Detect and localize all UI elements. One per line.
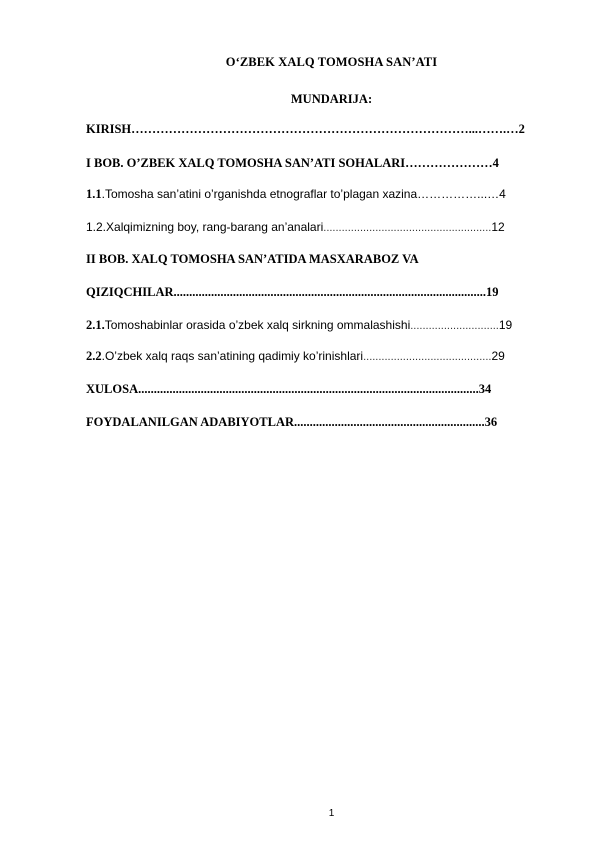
toc-entry-text: I BOB. O’ZBEK XALQ TOMOSHA SAN’ATI SOHALARI…………………4 bbox=[86, 156, 499, 170]
toc-entry-leader: ............................. bbox=[410, 320, 499, 332]
toc-entry-page: 29 bbox=[491, 349, 505, 363]
toc-entry-text: 1.2.Xalqimizning boy, rang-barang an’analari bbox=[86, 220, 324, 234]
toc-entry-2-1[interactable] bbox=[86, 317, 554, 334]
toc-entry-number: 1.1 bbox=[86, 187, 102, 201]
toc-entry-chapter-1[interactable] bbox=[86, 155, 554, 171]
toc-entry-2-2[interactable] bbox=[86, 348, 554, 365]
toc-entry-chapter-2-line1[interactable] bbox=[86, 251, 554, 267]
toc-entry-text: .Tomosha san’atini o’rganishda etnograflar to’plagan xazina……………...…4 bbox=[101, 187, 506, 201]
toc-entry-chapter-2-line2[interactable] bbox=[86, 284, 554, 300]
toc-entry-leader: ....................................................... bbox=[323, 222, 492, 234]
page-number: 1 bbox=[328, 808, 335, 819]
toc-entry-text: .O’zbek xalq raqs san’atining qadimiy ko’rinishlari bbox=[101, 349, 364, 363]
toc-entry-number: 2.2 bbox=[86, 349, 102, 363]
toc-entry-1-2[interactable] bbox=[86, 219, 554, 236]
toc-entry-text: QIZIQCHILAR....................................................................................................19 bbox=[86, 285, 499, 299]
toc-entry-page: 12 bbox=[491, 220, 505, 234]
toc-entry-text: XULOSA.............................................................................................................34 bbox=[86, 382, 492, 396]
toc-entry-kirish[interactable] bbox=[86, 121, 554, 137]
toc-entry-page: 19 bbox=[498, 318, 513, 332]
toc-heading: MUNDARIJA: bbox=[290, 92, 373, 106]
toc-entry-text: II BOB. XALQ TOMOSHA SAN’ATIDA MASXARABOZ VA bbox=[86, 252, 419, 266]
toc-entry-text: Tomoshabinlar orasida o’zbek xalq sirkning ommalashishi bbox=[104, 318, 411, 332]
toc-entry-number: 2.1. bbox=[86, 318, 105, 332]
toc-entry-1-1[interactable] bbox=[86, 186, 554, 202]
toc-entry-xulosa[interactable] bbox=[86, 381, 554, 397]
document-title: O‘ZBEK XALQ TOMOSHA SAN’ATI bbox=[225, 55, 438, 69]
toc-entry-text: FOYDALANILGAN ADABIYOTLAR.............................................................36 bbox=[86, 415, 498, 429]
toc-entry-leader: .......................................... bbox=[363, 351, 492, 363]
toc-entry-adabiyotlar[interactable] bbox=[86, 414, 554, 430]
toc-entry-text: KIRISH………………………………………………………………………...…….…2 bbox=[86, 122, 525, 136]
